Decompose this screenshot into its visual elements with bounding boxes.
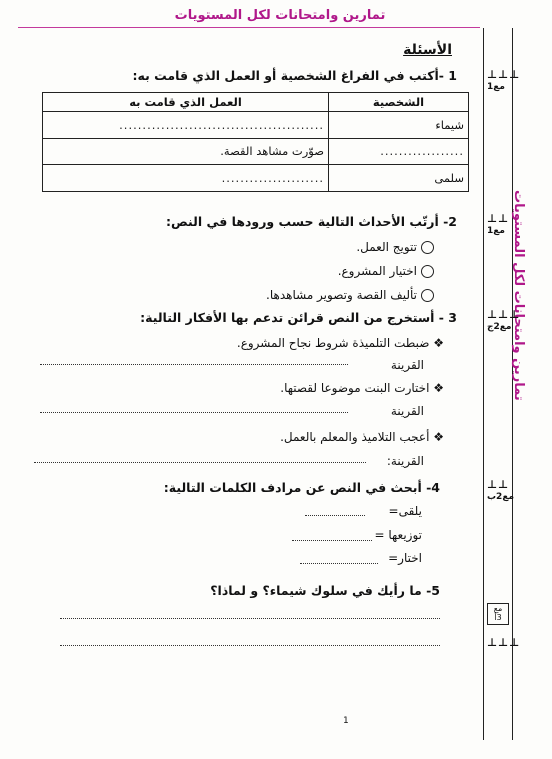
order-circle-icon[interactable] <box>421 289 434 302</box>
answer-line[interactable] <box>34 462 366 463</box>
table-cell-answer[interactable]: ...................... <box>43 165 329 192</box>
question-2-prompt: 2- أرتّب الأحداث التالية حسب ورودها في النص: <box>165 214 457 229</box>
table-row <box>43 165 469 192</box>
question-1-table <box>42 92 469 192</box>
grade-tick-marks: ⊥⊥ <box>487 212 510 225</box>
idea-text: أعجب التلاميذ والمعلم بالعمل. <box>280 430 430 444</box>
table-row <box>43 138 469 165</box>
answer-line[interactable] <box>305 515 365 516</box>
table-row <box>43 112 469 139</box>
ordering-option[interactable] <box>356 240 434 254</box>
grade-tick-marks: ⊥⊥⊥ <box>487 636 521 649</box>
table-cell[interactable]: شيماء <box>329 112 469 139</box>
answer-line[interactable] <box>40 364 348 365</box>
table-header-cell: العمل الذي قامت به <box>43 93 329 112</box>
ordering-option[interactable] <box>266 288 434 302</box>
answer-line[interactable] <box>60 618 440 619</box>
idea-text: اختارت البنت موضوعا لقصتها. <box>280 381 430 395</box>
option-text: اختيار المشروع. <box>337 264 417 278</box>
synonym-word: اختار= <box>388 551 422 565</box>
idea-item: ❖ ضبطت التلميذة شروط نجاح المشروع. <box>236 336 444 350</box>
idea-item: ❖ اختارت البنت موضوعا لقصتها. <box>280 381 444 395</box>
answer-line[interactable] <box>292 540 372 541</box>
idea-text: ضبطت التلميذة شروط نجاح المشروع. <box>236 336 430 350</box>
answer-line[interactable] <box>60 645 440 646</box>
grade-label-q4: مع2ب <box>487 492 515 502</box>
page-number: 1 <box>343 716 349 726</box>
final-grade-box <box>487 603 509 625</box>
table-cell: سلمى <box>329 165 469 192</box>
final-grade-label: 3أ <box>494 613 502 622</box>
site-header-title: تمارين وامتحانات لكل المستويات <box>174 8 386 23</box>
idea-item: ❖ أعجب التلاميذ والمعلم بالعمل. <box>280 430 444 444</box>
grade-tick-marks: ⊥⊥⊥ <box>487 68 521 81</box>
grade-label-q3: مع2ج <box>487 322 512 332</box>
option-text: تتويج العمل. <box>356 240 417 254</box>
ordering-option[interactable] <box>338 264 434 278</box>
grade-tick-marks: ⊥⊥⊥ <box>487 308 521 321</box>
side-watermark-text: تمارين وامتحانات لكل المستويات <box>511 190 526 401</box>
order-circle-icon[interactable] <box>421 241 434 254</box>
header-rule <box>18 27 480 28</box>
synonym-word: توزيعها = <box>374 528 422 542</box>
question-3-prompt: 3 - أستخرج من النص قرائن تدعم بها الأفكار التالية: <box>140 310 457 325</box>
table-cell: صوّرت مشاهد القصة. <box>43 138 329 165</box>
question-4-prompt: 4- أبحث في النص عن مرادف الكلمات التالية: <box>163 480 440 495</box>
section-title: الأسئلة <box>403 42 452 58</box>
evidence-label: القرينة <box>390 404 424 418</box>
option-text: تأليف القصة وتصوير مشاهدها. <box>266 288 417 302</box>
order-circle-icon[interactable] <box>421 265 434 278</box>
grade-tick-marks: ⊥⊥ <box>487 478 510 491</box>
evidence-label: القرينة <box>390 358 424 372</box>
table-cell-answer[interactable]: .................. <box>329 138 469 165</box>
grade-label-q1: مع1 <box>487 82 505 92</box>
synonym-word: يلقى= <box>388 504 422 518</box>
answer-line[interactable] <box>300 563 378 564</box>
question-5-prompt: 5- ما رأيك في سلوك شيماء؟ و لماذا؟ <box>210 583 440 598</box>
evidence-label: القرينة: <box>386 454 424 468</box>
grade-label-q2: مع1 <box>487 226 505 236</box>
question-1-prompt: 1 -أكتب في الفراغ الشخصية أو العمل الذي قامت به: <box>132 68 457 83</box>
table-header-cell: الشخصية <box>329 93 469 112</box>
table-cell-answer[interactable]: ............................................ <box>43 112 329 139</box>
table-header-row <box>43 93 469 112</box>
final-grade-label: مع <box>493 604 503 613</box>
answer-line[interactable] <box>40 412 348 413</box>
